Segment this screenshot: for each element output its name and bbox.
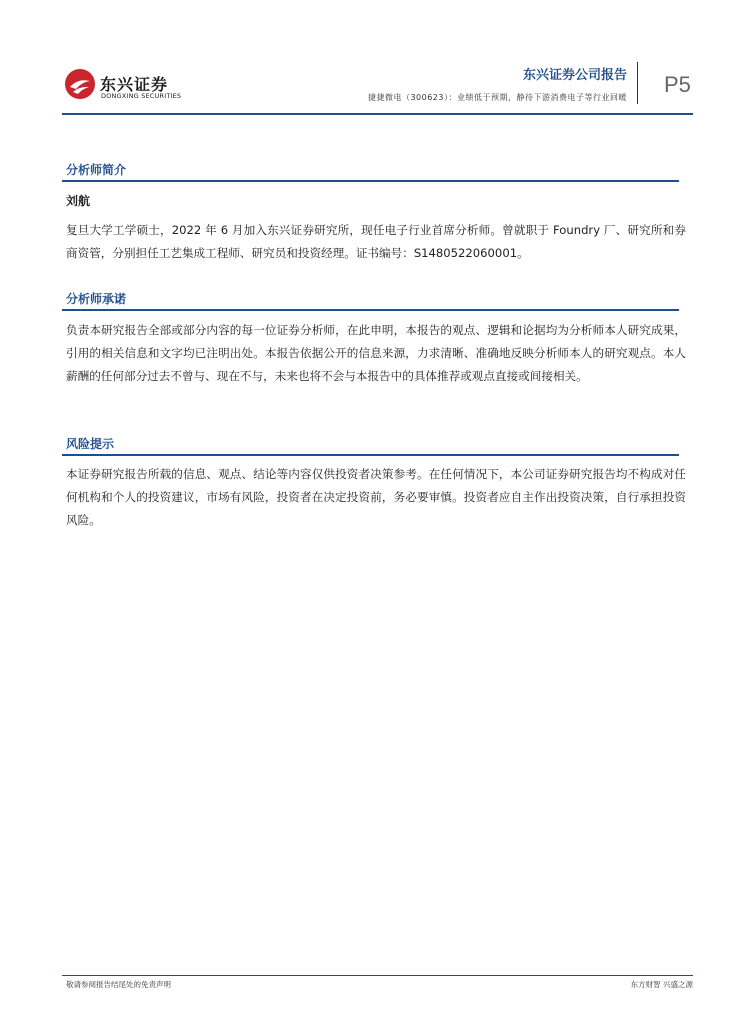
section-title-analyst-commitment: 分析师承诺 xyxy=(66,292,127,306)
company-logo xyxy=(64,68,234,104)
section-title-risk-notice: 风险提示 xyxy=(66,437,115,451)
risk-notice-text: 本证券研究报告所载的信息、观点、结论等内容仅供投资者决策参考。在任何情况下，本公司证券研究报告均不构成对任何机构和个人的投资建议，市场有风险，投资者在决定投资前，务必要审慎。投资者应自主作出投资决策，自行承担投资风险。 xyxy=(66,467,686,527)
footer-disclaimer-note: 敬请参阅报告结尾处的免责声明 xyxy=(66,980,171,989)
logo-text-en: DONGXING SECURITIES xyxy=(101,92,182,100)
page-header xyxy=(0,0,755,120)
analyst-bio: 复旦大学工学硕士，2022 年 6 月加入东兴证券研究所，现任电子行业首席分析师。曾就职于 Foundry 厂、研究所和券商资管，分别担任工艺集成工程师、研究员和投资经理。证书编号：S1480522060001。 xyxy=(66,223,686,260)
logo-mark-icon xyxy=(64,68,96,100)
report-brand-title: 东兴证券公司报告 xyxy=(522,68,627,83)
section-rule xyxy=(62,454,679,456)
analyst-commitment-text: 负责本研究报告全部或部分内容的每一位证券分析师，在此申明，本报告的观点、逻辑和论据均为分析师本人研究成果，引用的相关信息和文字均已注明出处。本报告依据公开的信息来源，力求清晰、准确地反映分析师本人的研究观点。本人薪酬的任何部分过去不曾与、现在不与，未来也将不会与本报告中的具体推荐或观点直接或间接相关。 xyxy=(66,323,686,383)
report-subtitle: 捷捷微电（300623）：业绩低于预期，静待下游消费电子等行业回暖 xyxy=(367,93,627,102)
logo-text-cn: 东兴证券 xyxy=(100,75,169,94)
section-rule xyxy=(62,180,679,182)
footer-slogan: 东方财智 兴盛之源 xyxy=(630,980,693,989)
section-rule xyxy=(62,309,679,311)
footer-rule xyxy=(62,975,693,976)
analyst-name: 刘航 xyxy=(66,194,91,208)
page-number: P5 xyxy=(664,72,691,97)
header-divider xyxy=(637,62,638,104)
section-title-analyst-intro: 分析师简介 xyxy=(66,163,127,177)
header-rule xyxy=(62,113,693,115)
